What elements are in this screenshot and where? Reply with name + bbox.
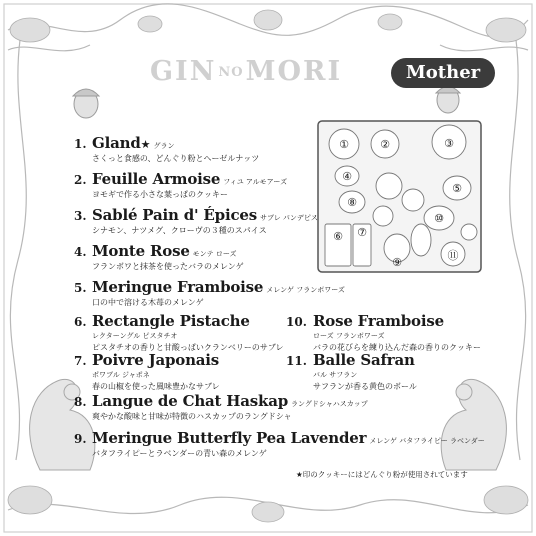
item-name: Monte Rose [92,242,190,260]
item-description: 口の中で溶ける木苺のメレンゲ [92,298,204,307]
box-label-4: ④ [342,170,352,183]
star-icon: ★ [140,138,151,151]
item-number: 5. [74,281,87,295]
item-description: フランボワと抹茶を使ったバラのメレンゲ [92,262,244,271]
list-item-9 [74,428,485,459]
box-label-10: ⑩ [434,212,444,225]
item-name: Gland [92,134,141,152]
item-name: Poivre Japonais [92,351,220,369]
list-item-11 [286,350,417,392]
box-label-3: ③ [444,137,454,150]
item-kana: グラン [153,142,175,150]
list-item-3 [74,205,318,236]
box-label-7: ⑦ [357,226,367,239]
item-description: サフランが香る黄色のボール [313,382,417,391]
item-name: Meringue Framboise [92,278,264,296]
item-number: 2. [74,173,87,187]
item-kana: メレンゲ バタフライピー ラベンダー [369,437,485,445]
item-name: Sablé Pain d' Épices [92,206,257,224]
cookie-box-illustration [317,120,482,273]
item-number: 7. [74,354,87,368]
list-item-8 [74,391,368,422]
list-item-2 [74,169,288,200]
item-number: 11. [286,354,307,368]
item-kana: メレンゲ フランボワーズ [266,286,345,294]
item-description: 爽やかな酸味と甘味が特徴のハスカップのラングドシャ [92,412,292,421]
box-label-11: ⑪ [447,249,459,262]
brand-title [150,56,342,87]
item-number: 6. [74,315,87,329]
squirrel-left-icon [30,379,95,470]
list-item-1 [74,133,260,164]
item-name: Meringue Butterfly Pea Lavender [92,429,367,447]
box-label-9: ⑨ [392,256,402,269]
item-description: バタフライピーとラベンダーの青い森のメレンゲ [92,449,267,458]
box-label-5: ⑤ [452,182,462,195]
item-kana: フィユ アルモアーズ [223,178,288,186]
list-item-4 [74,241,244,272]
item-number: 10. [286,315,307,329]
list-item-10 [286,311,481,353]
item-description: さくっと食感の、どんぐり粉とヘーゼルナッツ [92,154,260,163]
item-kana: ローズ フランボワーズ [313,332,385,340]
item-description: バラの花びらを練り込んだ森の香りのクッキー [313,343,481,352]
list-item-5 [74,277,345,308]
brand-no: NO [218,65,244,80]
footnote: ★印のクッキーにはどんぐり粉が使用されています [296,470,468,479]
box-label-6: ⑥ [333,230,343,243]
item-number: 9. [74,432,87,446]
item-name: Feuille Armoise [92,170,221,188]
item-description: ピスタチオの香りと甘酸っぱいクランベリーのサブレ [92,343,284,352]
acorn-icon [73,89,99,118]
brand-gin: GIN [150,56,217,87]
item-kana: バル サフラン [313,371,358,379]
item-kana: サブレ パンデピス [259,214,318,222]
list-item-6 [74,311,284,353]
item-number: 3. [74,209,87,223]
item-name: Balle Safran [313,351,415,369]
item-kana: モンテ ローズ [192,250,237,258]
list-item-7 [74,350,220,392]
item-name: Langue de Chat Haskap [92,392,289,410]
item-name: Rose Framboise [313,312,444,330]
item-name: Rectangle Pistache [92,312,250,330]
item-kana: ポワブル ジャポネ [92,371,150,379]
item-number: 1. [74,137,87,151]
item-number: 4. [74,245,87,259]
item-kana: レクターングル ピスタチオ [92,332,178,340]
box-label-1: ① [339,138,349,151]
brand-mori: MORI [245,56,343,87]
item-number: 8. [74,395,87,409]
item-description: シナモン、ナツメグ、クローヴの３種のスパイス [92,226,267,235]
item-kana: ラングドシャハスカップ [291,400,368,408]
item-description: 春の山椒を使った風味豊かなサブレ [92,382,220,391]
mother-badge: Mother [391,58,495,88]
box-label-8: ⑧ [347,196,357,209]
box-label-2: ② [380,138,390,151]
item-description: ヨモギで作る小さな葉っぱのクッキー [92,190,228,199]
